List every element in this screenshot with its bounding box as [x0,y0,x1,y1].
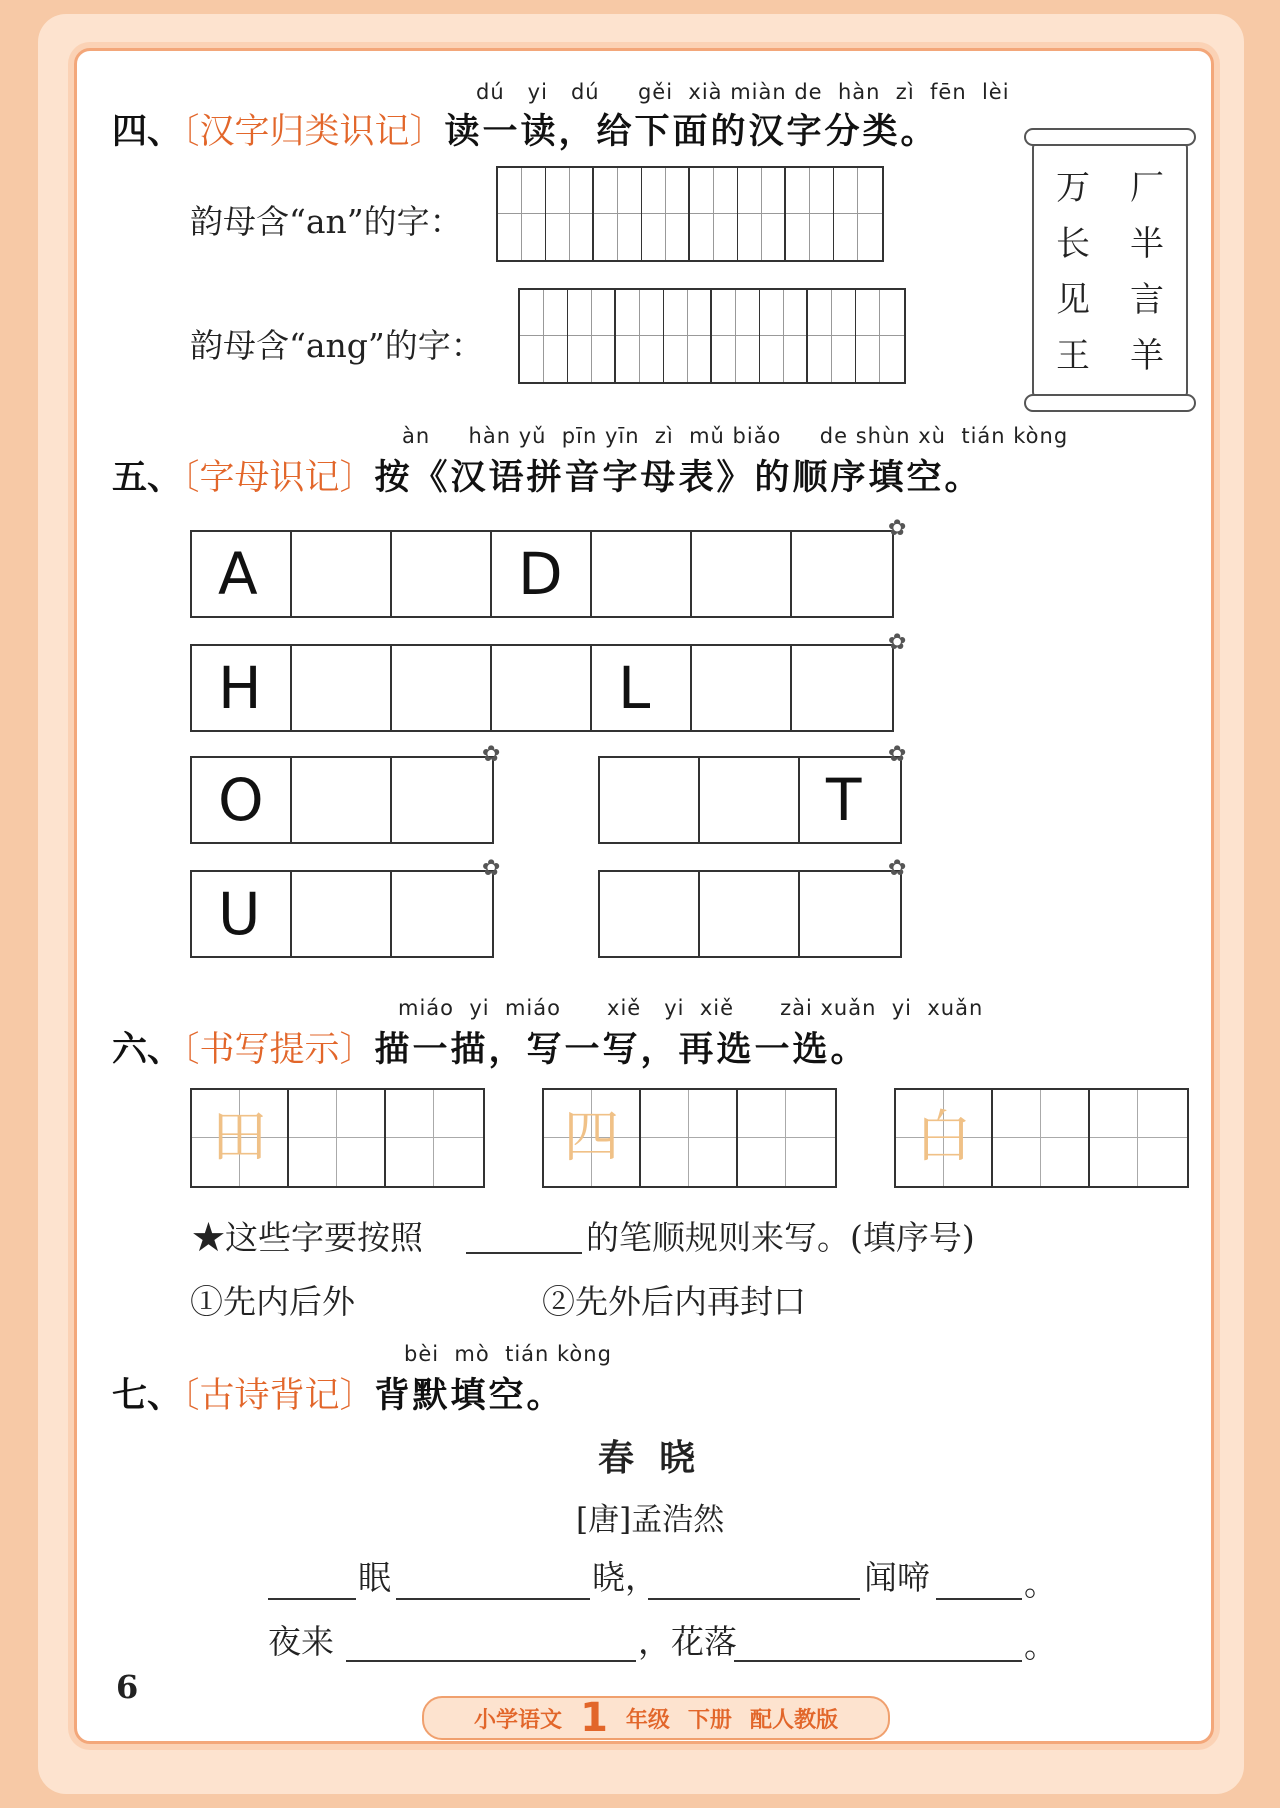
alphabet-row-1 [190,530,894,618]
trace-char[interactable]: 白 [896,1090,993,1186]
grid-cell[interactable] [642,168,690,260]
sec5-tag: 〔字母识记〕 [182,458,375,498]
grid-cell[interactable] [738,168,786,260]
trace-grid-1[interactable] [190,1088,485,1188]
letter-blank[interactable] [600,872,700,956]
grid-cell[interactable] [568,290,616,382]
letter-blank[interactable] [700,758,800,842]
flower-icon: ✿ [888,516,907,541]
scroll-char: 羊 [1130,336,1164,376]
letter-blank[interactable] [292,872,392,956]
sec6-tag: 〔书写提示〕 [182,1030,375,1070]
footer-grade: 年级 [625,1707,670,1733]
grid-cell[interactable] [808,290,856,382]
character-scroll [1032,140,1188,400]
letter-blank[interactable] [392,646,492,730]
sec6-pinyin: miáo yi miáo xiě yi xiě zài xuǎn yi xuǎn [398,996,984,1020]
poem-blank[interactable] [346,1658,636,1662]
grid-cell[interactable] [664,290,712,382]
grid-cell[interactable] [834,168,882,260]
sec7-instruction: 背默填空。 [374,1375,565,1416]
grid-cell[interactable] [760,290,808,382]
sec7-pinyin: bèi mò tián kòng [404,1342,612,1366]
letter-blank[interactable] [692,646,792,730]
footer-subject: 小学语文 [474,1707,563,1733]
alphabet-row-4b [598,870,902,958]
footer-badge [422,1696,890,1740]
footer-edition: 配人教版 [749,1707,838,1733]
flower-icon: ✿ [482,856,501,881]
scroll-char: 厂 [1130,168,1164,208]
sec4-title [112,104,939,154]
grid-cell[interactable] [712,290,760,382]
sec5-pinyin: àn hàn yǔ pīn yīn zì mǔ biǎo de shùn xù tián kòng [402,424,1069,448]
sec5-number: 五、 [112,457,183,498]
letter-blank[interactable] [700,872,800,956]
trace-char[interactable]: 四 [544,1090,641,1186]
letter-blank[interactable] [292,646,392,730]
poem-author: [唐]孟浩然 [576,1502,725,1538]
scroll-char: 言 [1130,280,1164,320]
trace-grid-2[interactable] [542,1088,837,1188]
page-number: 6 [116,1668,139,1706]
writing-cell[interactable] [738,1090,835,1186]
letter-cell: H [192,646,292,730]
grid-cell[interactable] [616,290,664,382]
grid-cell[interactable] [786,168,834,260]
letter-blank[interactable] [592,532,692,616]
poem-blank[interactable] [734,1658,1022,1662]
sec4-number: 四、 [112,111,183,152]
letter-blank[interactable] [292,532,392,616]
letter-blank[interactable] [792,532,892,616]
stroke-question-end: 的笔顺规则来写。(填序号) [586,1218,975,1257]
scroll-char: 见 [1056,280,1090,320]
letter-blank[interactable] [800,872,900,956]
grid-cell[interactable] [856,290,904,382]
alphabet-row-2 [190,644,894,732]
poem-text: ，花落 [638,1622,737,1661]
letter-blank[interactable] [392,758,492,842]
writing-cell[interactable] [993,1090,1090,1186]
trace-char[interactable]: 田 [192,1090,289,1186]
poem-text: 。 [1024,1626,1057,1665]
poem-blank[interactable] [396,1596,590,1600]
poem-text: 晓， [592,1558,658,1597]
poem-text: 。 [1024,1564,1057,1603]
footer-grade-number: 1 [580,1695,608,1741]
sec4-pinyin: dú yi dú gěi xià miàn de hàn zì fēn lèi [476,80,1010,104]
ang-writing-grid[interactable] [518,288,906,384]
label-ang: 韵母含“ang”的字： [190,326,484,365]
poem-text: 闻啼 [864,1558,930,1597]
stroke-question-start: ★这些字要按照 [192,1218,423,1257]
letter-blank[interactable] [392,872,492,956]
poem-text: 眠 [358,1558,391,1597]
label-an: 韵母含“an”的字： [190,202,463,241]
flower-icon: ✿ [482,742,501,767]
grid-cell[interactable] [546,168,594,260]
stroke-answer-blank[interactable] [466,1250,582,1254]
sec5-title [112,450,983,500]
alphabet-row-4a [190,870,494,958]
trace-grid-3[interactable] [894,1088,1189,1188]
grid-cell[interactable] [690,168,738,260]
letter-cell: A [192,532,292,616]
letter-cell: L [592,646,692,730]
flower-icon: ✿ [888,742,907,767]
scroll-char: 长 [1056,224,1090,264]
letter-blank[interactable] [292,758,392,842]
grid-cell[interactable] [498,168,546,260]
footer-volume: 下册 [687,1707,732,1733]
letter-blank[interactable] [692,532,792,616]
sec6-title [112,1022,869,1072]
scroll-char: 半 [1130,224,1164,264]
sec5-instruction: 按《汉语拼音字母表》的顺序填空。 [374,457,983,498]
sec4-instruction: 读一读，给下面的汉字分类。 [444,111,939,152]
poem-title: 春 晓 [598,1437,696,1479]
grid-cell[interactable] [520,290,568,382]
sec4-tag: 〔汉字归类识记〕 [182,112,445,152]
sec7-title [112,1368,565,1418]
writing-cell[interactable] [289,1090,386,1186]
writing-cell[interactable] [1090,1090,1187,1186]
sec7-number: 七、 [112,1375,183,1416]
sec7-tag: 〔古诗背记〕 [182,1376,375,1416]
writing-cell[interactable] [386,1090,483,1186]
letter-cell: U [192,872,292,956]
letter-cell: T [826,766,862,834]
sec6-number: 六、 [112,1029,183,1070]
alphabet-row-3a [190,756,494,844]
option-1: ①先内后外 [190,1282,355,1321]
flower-icon: ✿ [888,630,907,655]
flower-icon: ✿ [888,856,907,881]
letter-blank[interactable] [792,646,892,730]
poem-blank[interactable] [268,1596,356,1600]
alphabet-row-3b [598,756,902,844]
grid-cell[interactable] [594,168,642,260]
scroll-char: 王 [1056,336,1090,376]
letter-cell: O [192,758,292,842]
letter-blank[interactable] [600,758,700,842]
poem-text: 夜来 [268,1622,334,1661]
an-writing-grid[interactable] [496,166,884,262]
letter-cell: D [492,532,592,616]
option-2: ②先外后内再封口 [542,1282,806,1321]
scroll-char: 万 [1056,168,1090,208]
writing-cell[interactable] [641,1090,738,1186]
poem-blank[interactable] [936,1596,1022,1600]
letter-blank[interactable] [392,532,492,616]
sec6-instruction: 描一描，写一写，再选一选。 [374,1029,869,1070]
letter-blank[interactable] [492,646,592,730]
poem-blank[interactable] [648,1596,860,1600]
